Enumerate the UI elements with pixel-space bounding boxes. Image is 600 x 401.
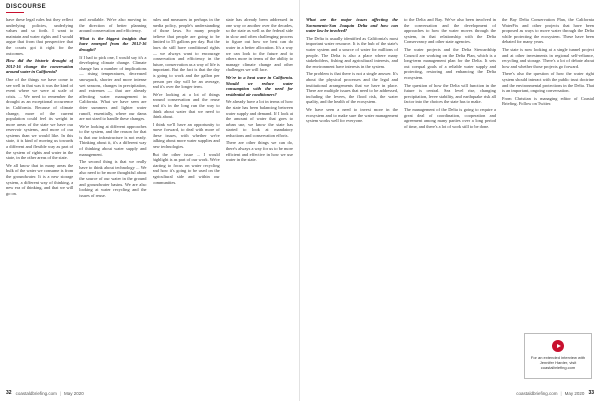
left-footer — [6, 389, 293, 397]
body-paragraph: The second thing is that we really have to think about technology ... We also need to be more thoughtful about the source of our water in the ground and groundwater basins. We are also looking at water recycling and the issues of reuse. — [79, 159, 147, 198]
section-tag-underline — [6, 12, 24, 13]
body-paragraph: to the Delta and Bay. We've also been involved in the conversation and the development of approaches to how the water moves through the system, in that relationship with the Delta Conservancy and other state agencies. — [404, 17, 496, 45]
body-paragraph: We already have a lot in terms of how the state has been balancing between water supply and demand. If I look at the amount of water that goes to urban use, we know the state has started to look at mandatory reductions and conservation efforts. — [225, 99, 293, 138]
body-paragraph: We're looking at different approaches to the system, and the reason for that is that our infrastructure is not ready. Thinking about it, it's a different way of thinking about water supply and management. — [79, 123, 147, 157]
footer-site[interactable]: coastaldbriefing.com — [15, 390, 57, 396]
right-column-2 — [404, 17, 496, 385]
section-tag: DISCOURSE — [6, 4, 47, 10]
body-paragraph: I think we'll have an opportunity to move forward, to deal with more of these issues, with whether we're talking about more water supplies and new technologies. — [152, 121, 220, 150]
body-paragraph: have these legal rules but they reflect underlying policies, underlying values and so forth. I want to maintain and water rights and I would argue that from that perspective that the courts got it right for the outcomes. — [6, 17, 74, 56]
question-paragraph: How did the historic drought of 2012-16 change the conversation around water in California? — [6, 58, 74, 75]
right-footer — [306, 389, 594, 397]
body-paragraph: the Bay Delta Conservation Plan, the California WaterFix and other projects that have been proposed as ways to move water through the Delta while protecting the ecosystem. These have been debated for many years. — [502, 17, 594, 45]
promo-text: For an extended interview with Jennifer Harder, visit coastalbriefing.com — [530, 355, 586, 370]
video-promo-box[interactable] — [524, 333, 592, 379]
body-paragraph: There are other things we can do, there's always a way for us to be more efficient and effective in how we use water in the state. — [225, 140, 293, 163]
body-paragraph: We all know that in many areas the bulk of the water we consume is from the groundwater. It is a new storage system, a different way of thinking, a new era of thinking, and that we will go on. — [6, 162, 74, 196]
footer-date: May 2020 — [564, 390, 585, 396]
body-paragraph: rules and measures in perhaps in the media policy, people's understanding of those laws. So many people believe that people are going to be limited to 55 gallons per day. But the laws do still have conditional rights — we always want to encourage conservation and efficiency in the future, conservation as a way of life is important. But the fact is that the day is going to work and the gallon per person per day will be an average, and it's over the longer term. — [152, 17, 220, 90]
body-paragraph: and available. We're also moving in the direction of better planning around conservation and efficiency. — [79, 17, 147, 34]
body-paragraph: One of the things we have come to see well in that was it was the kind of event where we were at scale of crisis. ... We need to remember the drought as an exceptional occurrence in California. Because of climate change, more of the current population could feel its weight in more areas of the state we have our reservoir systems, and more of our systems than we would like. In this state, it is kind of moving us towards a different and flexible way as part of the system of rights and water in the state, in the other areas of the state. — [6, 76, 74, 161]
question-paragraph: We're in a heat wave in California. Should we reduce water consumption with the need for residential air conditioners? — [225, 74, 293, 97]
play-icon[interactable] — [552, 340, 564, 352]
right-column-3 — [502, 17, 594, 385]
body-paragraph: We're looking at a lot of things around conservation and the reuse and it's in the long run the way to think about water that we need to think about. — [152, 91, 220, 120]
footer-separator: | — [59, 390, 62, 396]
body-paragraph: state has already been addressed in one way or another over the decades, so the state as well as the federal side in slow and often challenging process to figure out how we best can do water in a better allocation. It's a way we can look to the future and to others more in terms of the ability to manage climate change and other challenges we will face. — [225, 17, 293, 73]
left-column-4 — [226, 17, 293, 385]
question-paragraph: What is the biggest insights that have emerged from the 2012-16 drought? — [79, 35, 147, 52]
right-column-1 — [306, 17, 398, 385]
left-columns — [6, 17, 293, 385]
body-paragraph: The water projects and the Delta Stewardship Council are working on the Delta Plan, which is a long-term management plan for the Delta. It sets out coequal goals of a reliable water supply and protecting, restoring and enhancing the Delta ecosystem. — [404, 46, 496, 80]
body-paragraph: The question of how the Delta will function in the future is central. Sea level rise, changing precipitation, levee stability, and earthquake risk all factor into the choices the state has to make. — [404, 82, 496, 105]
left-column-3 — [153, 17, 220, 385]
body-paragraph: The Delta is usually identified as California's most important water resource. It is the hub of the state's water system and a source of water for millions of people. The Delta is also a place where many stakeholders, fishing and agricultural interests, and the environment have interests in the system. — [306, 35, 398, 69]
right-columns — [306, 17, 594, 385]
body-paragraph: The state is now looking at a single tunnel project and at other investments in regional self-reliance, recycling and storage. There's a lot of debate about how and whether those projects go forward. — [502, 46, 594, 69]
left-column-1 — [6, 17, 73, 385]
body-paragraph: But the other issue ... I would highlight is as part of our work. We're starting to focus on water recycling and how it's going to be used on the agricultural side and within our communities. — [152, 151, 220, 185]
page-number: 32 — [6, 390, 12, 396]
body-paragraph: There's also the question of how the water right system should interact with the public trust doctrine and the environmental protections in the Delta. That is an important, ongoing conversation. — [502, 71, 594, 94]
footer-site[interactable]: coastaldbriefing.com — [516, 390, 558, 396]
body-paragraph: The problem is that there is not a single answer. It's about the physical processes and the legal and institutional arrangements that we have in place. There are multiple issues that need to be addressed, including the levees, the flood risk, the water quality, and the health of the ecosystem. — [306, 71, 398, 105]
right-page — [300, 0, 600, 401]
body-paragraph: The management of the Delta is going to require a great deal of coordination, cooperation and agreement among many parties over a long period of time, and there's a lot of work still to be done. — [404, 106, 496, 129]
body-paragraph: From Christian is managing editor of Coastal Briefing. Follow on Twitter. — [502, 95, 594, 107]
body-paragraph: We have seen a need to invest more in the ecosystem and to make sure the water management system works well for everyone. — [306, 106, 398, 124]
footer-date: May 2020 — [64, 390, 84, 396]
question-paragraph: What are the major issues affecting the Sacramento-San Joaquin Delta and how can water law be involved? — [306, 17, 398, 34]
body-paragraph: If I had to pick one, I would say it's a developing climate change. Climate change has a number of implications — rising temperatures, decreased snowpack, shorter and more intense wet seasons, changes in precipitation, and extremes — that are already affecting water management in California. What we have seen are drier summers and lighter water runoff, essentially, where our dams are not sized to handle these changes. — [79, 54, 147, 122]
page-number: 33 — [588, 390, 594, 396]
left-column-2 — [79, 17, 146, 385]
footer-separator: | — [560, 390, 562, 396]
